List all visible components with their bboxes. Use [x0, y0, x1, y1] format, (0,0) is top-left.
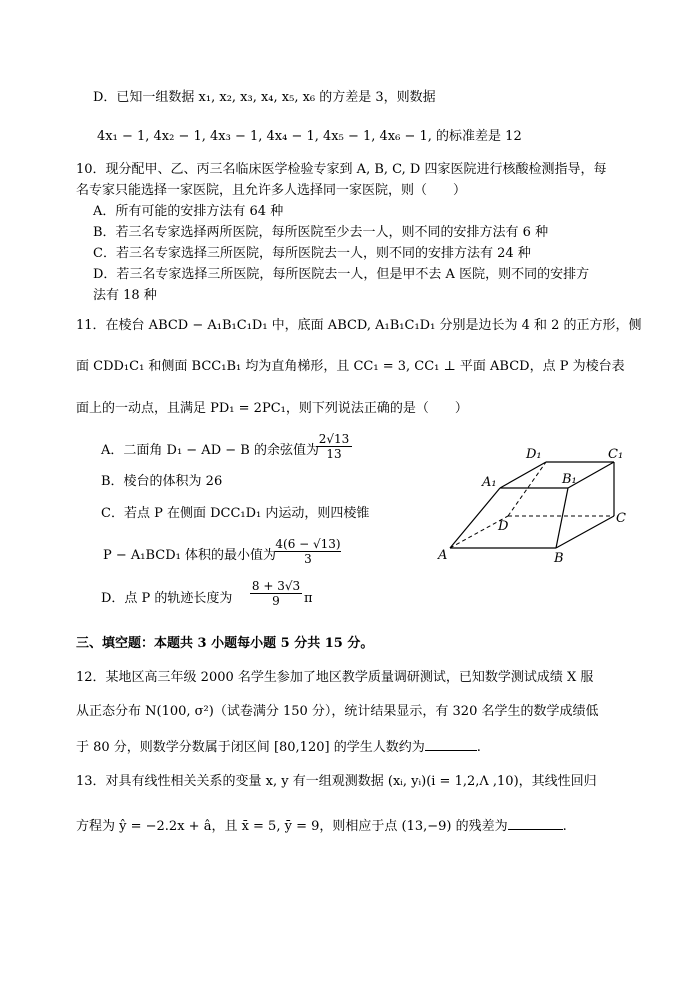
q10-option-d-line2: 法有 18 种 [93, 288, 157, 303]
q11-option-c-line2: P − A₁BCD₁ 体积的最小值为 [103, 548, 277, 563]
q13-end: . [562, 819, 567, 834]
label-D: D [498, 519, 509, 534]
fraction-denominator: 9 [250, 593, 302, 608]
q13-line2 [76, 817, 567, 835]
q11-stem-line3: 面上的一动点，且满足 PD₁ = 2PC₁，则下列说法正确的是（ ） [76, 401, 468, 416]
q13-line1: 13．对具有线性相关关系的变量 x, y 有一组观测数据 (xᵢ, yᵢ)(i = 1,2,Λ ,10)，其线性回归 [76, 774, 597, 789]
q13-line2-text: 方程为 ŷ = −2.2x + â，且 x̄ = 5, ȳ = 9，则相应于点 (13,−9) 的残差为 [76, 819, 508, 834]
q10-option-b: B．若三名专家选择两所医院，每所医院至少去一人，则不同的安排方法有 6 种 [93, 225, 549, 240]
q10-stem-line1: 10．现分配甲、乙、丙三名临床医学检验专家到 A, B, C, D 四家医院进行核酸检测指导，每 [76, 162, 607, 177]
q11-stem-line1: 11．在棱台 ABCD − A₁B₁C₁D₁ 中，底面 ABCD, A₁B₁C₁D₁ 分别是边长为 4 和 2 的正方形，侧 [76, 318, 642, 333]
frustum-figure [430, 440, 630, 570]
edge-D1A1 [500, 462, 546, 488]
q12-end: . [476, 740, 481, 755]
q9-option-d-line2: 4x₁ − 1, 4x₂ − 1, 4x₃ − 1, 4x₄ − 1, 4x₅ − 1, 4x₆ − 1, 的标准差是 12 [97, 129, 522, 144]
q11-option-c-fraction [275, 537, 341, 566]
label-A: A [438, 548, 448, 563]
fraction-numerator: 8 + 3√3 [251, 579, 301, 593]
q11-option-d-fraction [250, 579, 302, 608]
label-B1: B₁ [562, 472, 577, 487]
edge-AA1 [450, 488, 500, 548]
q11-stem-line2: 面 CDD₁C₁ 和侧面 BCC₁B₁ 均为直角梯形，且 CC₁ = 3, CC₁ ⊥ 平面 ABCD，点 P 为棱台表 [76, 359, 625, 374]
q11-option-a-text: A．二面角 D₁ − AD − B 的余弦值为 [101, 443, 319, 458]
label-C: C [616, 511, 626, 526]
edge-DD1-hidden [508, 462, 546, 516]
q10-stem-line2: 名专家只能选择一家医院，且允许多人选择同一家医院，则（ ） [76, 183, 467, 198]
answer-blank [425, 738, 477, 751]
label-C1: C₁ [608, 447, 624, 462]
q11-option-c-line1: C．若点 P 在侧面 DCC₁D₁ 内运动，则四棱锥 [101, 506, 370, 521]
label-B: B [554, 551, 564, 566]
edge-B1B [556, 488, 568, 548]
q11-option-a [101, 442, 319, 459]
q10-option-d-line1: D．若三名专家选择三所医院，每所医院去一人，但是甲不去 A 医院，则不同的安排方 [93, 267, 590, 282]
pi-symbol: π [304, 591, 313, 606]
q11-option-d: D．点 P 的轨迹长度为 [101, 591, 233, 606]
q10-option-a: A．所有可能的安排方法有 64 种 [93, 204, 284, 219]
edge-BC [556, 516, 614, 548]
q12-line2: 从正态分布 N(100, σ²)（试卷满分 150 分），统计结果显示，有 320 名学生的数学成绩低 [76, 704, 599, 719]
section-3-heading: 三、填空题：本题共 3 小题每小题 5 分共 15 分。 [76, 636, 374, 651]
q12-line1: 12．某地区高三年级 2000 名学生参加了地区教学质量调研测试，已知数学测试成绩 X 服 [76, 670, 594, 685]
q11-option-b: B．棱台的体积为 26 [101, 474, 223, 489]
fraction-denominator: 3 [275, 551, 341, 566]
q9-option-d-line1: D．已知一组数据 x₁, x₂, x₃, x₄, x₅, x₆ 的方差是 3，则数据 [93, 90, 436, 105]
label-A1: A₁ [482, 475, 497, 490]
answer-blank [508, 817, 563, 830]
q10-option-c: C．若三名专家选择三所医院，每所医院去一人，则不同的安排方法有 24 种 [93, 246, 531, 261]
q12-line3-text: 于 80 分，则数学分数属于闭区间 [80,120] 的学生人数约为 [76, 740, 425, 755]
q12-line3 [76, 738, 481, 756]
label-D1: D₁ [526, 447, 542, 462]
fraction-numerator: 4(6 − √13) [275, 537, 341, 551]
fraction-denominator: 13 [316, 446, 352, 461]
q11-option-a-fraction [316, 432, 352, 461]
fraction-numerator: 2√13 [318, 432, 350, 446]
